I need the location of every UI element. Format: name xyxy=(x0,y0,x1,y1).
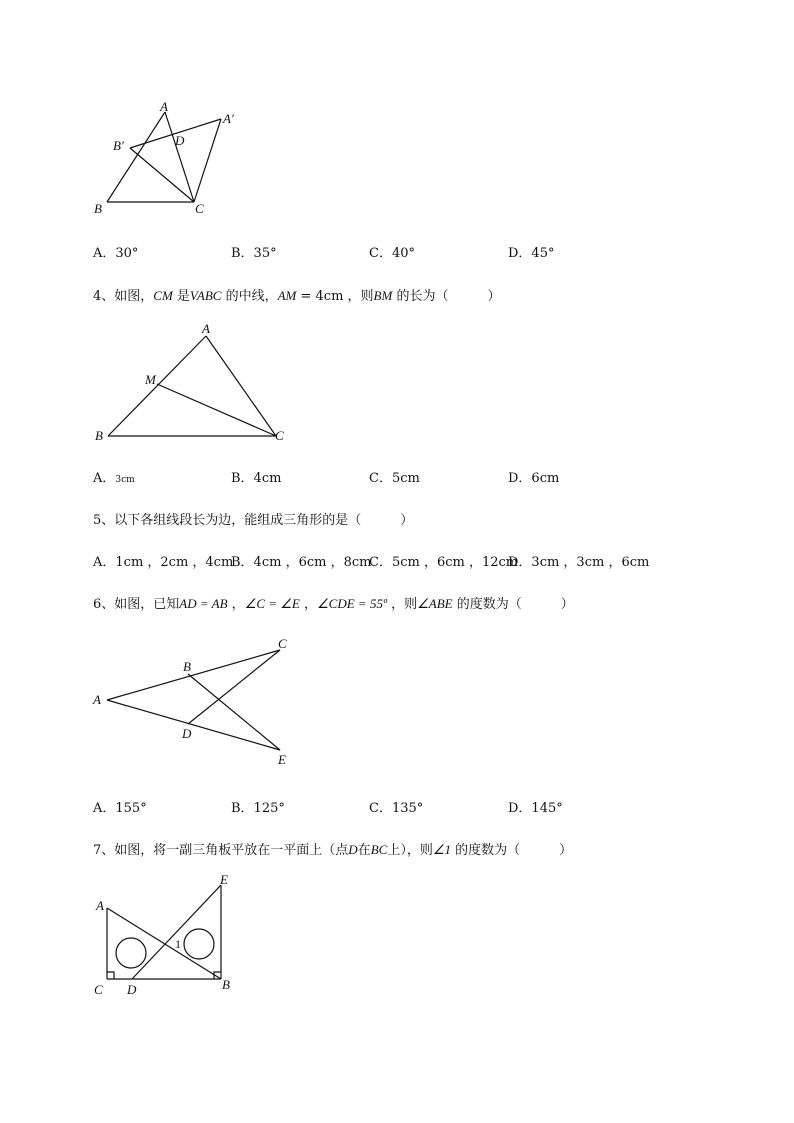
q4-option-d[interactable]: D．6cm xyxy=(508,471,560,486)
q7-circle-left xyxy=(116,938,146,968)
q5-option-a[interactable]: A．1cm ，2cm ，4cm xyxy=(93,555,234,570)
q3-segment-ac xyxy=(165,112,194,202)
q6-segment-ae xyxy=(107,700,280,750)
q6-label-d: D xyxy=(182,726,192,741)
q6-figure xyxy=(90,630,300,770)
q3-label-b-prime: B′ xyxy=(113,138,124,153)
q7-right-angle-c xyxy=(107,972,114,979)
q4-cm: CM xyxy=(153,288,173,303)
q7-label-b: B xyxy=(222,977,230,992)
q6-text-1: 6、如图，已知 xyxy=(93,597,180,612)
q6-condition-ad-ab: AD = AB xyxy=(179,596,228,611)
q7-text-3: 上），则 xyxy=(387,843,433,858)
q4-label-a: A xyxy=(202,321,210,336)
q6-stem xyxy=(93,593,574,612)
q7-text-2: 在 xyxy=(357,843,371,858)
q6-option-d[interactable]: D．145° xyxy=(508,801,563,816)
q5-stem: 5、以下各组线段长为边，能组成三角形的是（ ） xyxy=(93,513,414,528)
q3-option-a[interactable]: A．30° xyxy=(93,246,139,261)
q6-angle-abe: ∠ABE xyxy=(417,596,453,611)
q7-circle-right xyxy=(184,929,214,959)
q5-option-b[interactable]: B．4cm ，6cm ，8cm xyxy=(231,555,372,570)
q3-segment-a-prime-c xyxy=(194,119,221,202)
q4-option-b[interactable]: B．4cm xyxy=(231,471,282,486)
q6-text-2: ，则 xyxy=(386,597,418,612)
q4-option-c[interactable]: C．5cm xyxy=(369,471,420,486)
q6-segment-ac xyxy=(107,650,280,700)
q7-stem xyxy=(93,839,572,858)
q3-label-c: C xyxy=(195,201,204,216)
q4-label-c: C xyxy=(275,428,284,443)
q6-label-c: C xyxy=(278,636,287,651)
q6-text-3: 的度数为（ ） xyxy=(452,597,574,612)
q4-label-b: B xyxy=(95,428,103,443)
q4-text-1: 4、如图， xyxy=(93,289,154,304)
q4-am: AM xyxy=(277,288,297,303)
q7-figure xyxy=(90,872,250,1002)
q4-figure xyxy=(90,318,300,448)
q6-condition-c-e: ∠C = ∠E xyxy=(244,596,300,611)
q6-option-c[interactable]: C．135° xyxy=(369,801,424,816)
q3-label-a: A xyxy=(160,99,168,114)
q4-bm: BM xyxy=(373,288,393,303)
q7-label-a: A xyxy=(96,898,104,913)
q7-label-angle-1: 1 xyxy=(175,937,181,951)
q7-label-c: C xyxy=(94,982,103,997)
q7-segment-ab xyxy=(107,908,221,979)
q6-segment-be xyxy=(188,674,280,750)
q3-option-d[interactable]: D．45° xyxy=(508,246,555,261)
q5-option-d[interactable]: D．3cm ，3cm ，6cm xyxy=(508,555,650,570)
q3-option-b[interactable]: B．35° xyxy=(231,246,277,261)
q3-segment-b-prime-c xyxy=(130,148,194,202)
q4-triangle-abc: VABC xyxy=(189,288,222,303)
q7-segment-bc-ref: BC xyxy=(370,842,388,857)
q6-label-b: B xyxy=(183,659,191,674)
q6-label-a: A xyxy=(93,692,101,707)
q3-option-c[interactable]: C．40° xyxy=(369,246,415,261)
q6-sep-1: ， xyxy=(227,597,245,612)
q6-option-a[interactable]: A．155° xyxy=(93,801,147,816)
q3-figure xyxy=(90,98,250,218)
q4-text-5: 的长为（ ） xyxy=(392,289,501,304)
q3-label-d: D xyxy=(175,133,185,148)
q3-label-a-prime: A′ xyxy=(223,111,234,126)
q5-option-c[interactable]: C．5cm ，6cm ，12cm xyxy=(369,555,519,570)
q7-text-4: 的度数为（ ） xyxy=(450,843,573,858)
q6-segment-dc xyxy=(188,650,280,724)
q4-text-2: 是 xyxy=(172,289,190,304)
q6-condition-cde: ∠CDE = 55º xyxy=(317,596,387,611)
q4-text-4: = 4cm ，则 xyxy=(296,289,374,304)
q3-label-b: B xyxy=(94,201,102,216)
q4-label-m: M xyxy=(145,372,156,387)
q4-option-a[interactable]: A．3cm xyxy=(93,471,135,486)
q4-text-3: 的中线， xyxy=(221,289,278,304)
q6-sep-2: ， xyxy=(299,597,318,612)
q7-point-d: D xyxy=(348,842,358,857)
q6-label-e: E xyxy=(278,752,286,767)
q4-stem xyxy=(93,285,500,304)
q4-segment-ab xyxy=(108,336,206,436)
q7-text-1: 7、如图，将一副三角板平放在一平面上（点 xyxy=(93,843,349,858)
q7-label-e: E xyxy=(220,872,228,887)
q7-angle-1: ∠1 xyxy=(432,842,451,857)
q3-segment-ab xyxy=(107,112,165,202)
q6-option-b[interactable]: B．125° xyxy=(231,801,285,816)
q7-label-d: D xyxy=(127,982,137,997)
